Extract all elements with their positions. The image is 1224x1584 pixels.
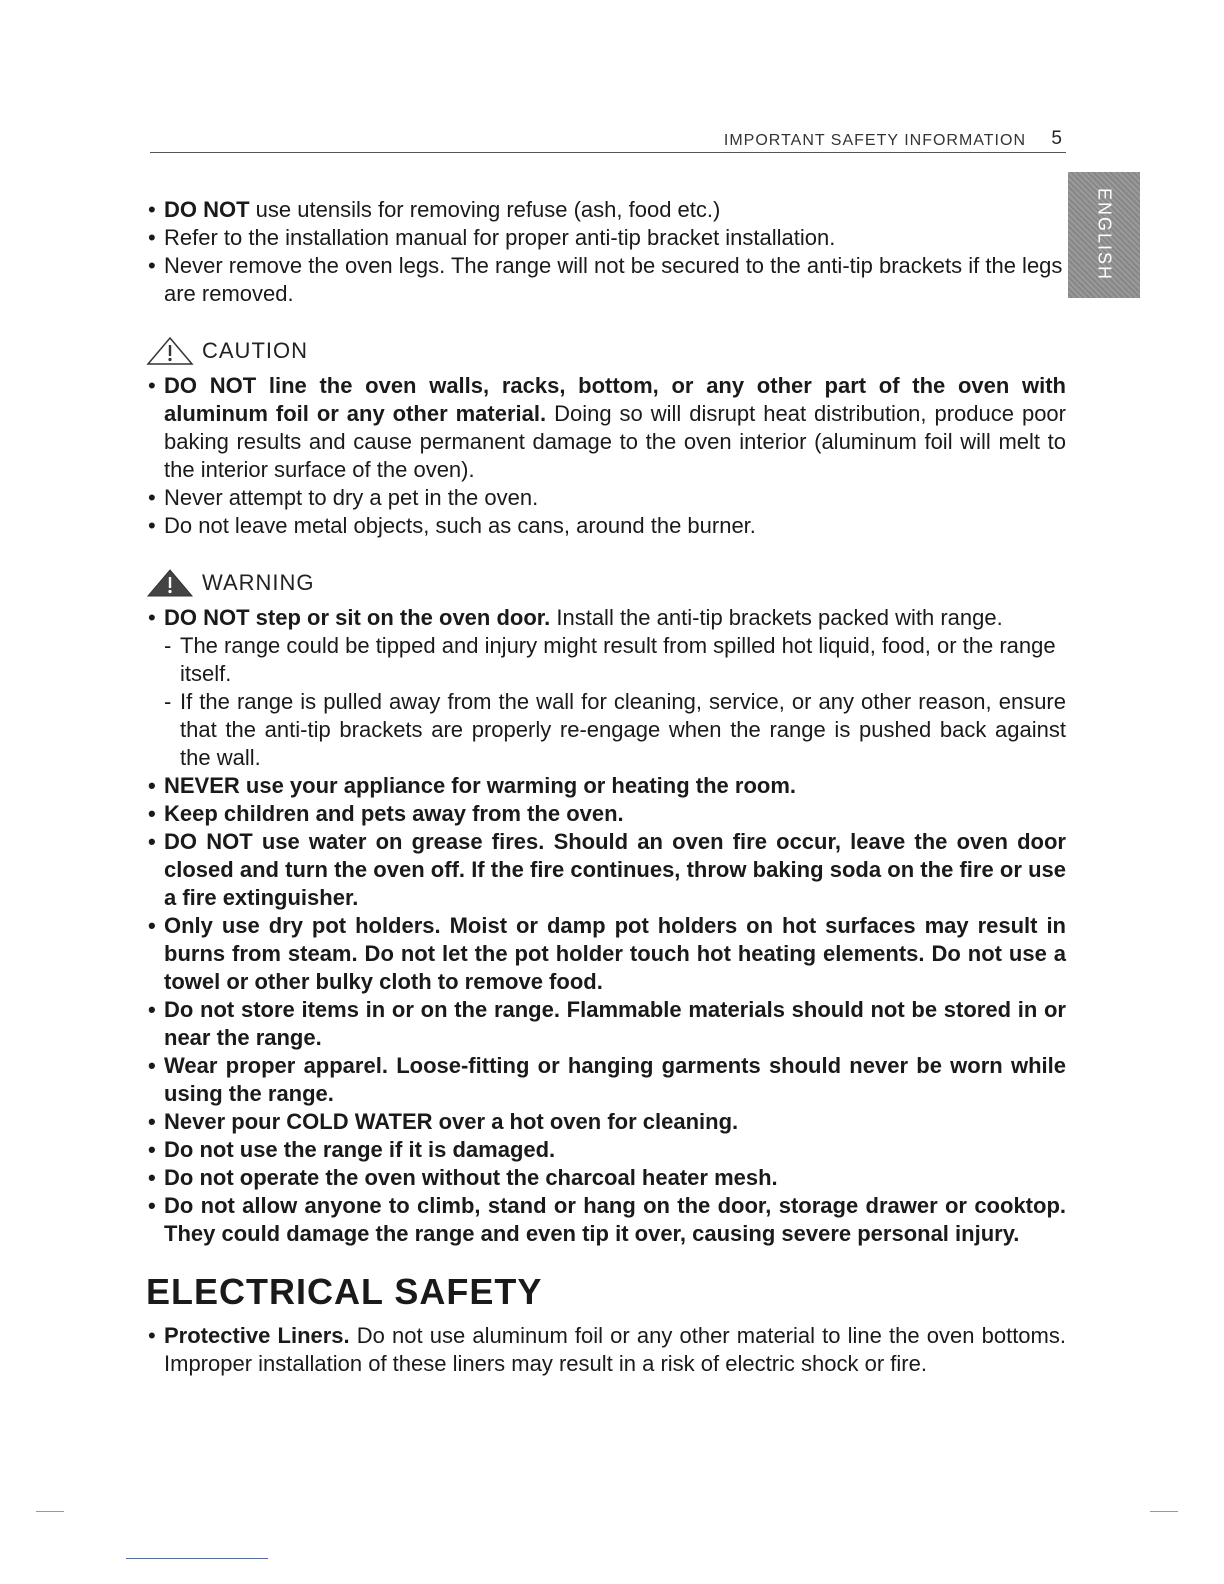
bullet: • [148,913,156,938]
warning-label: WARNING [202,570,315,595]
sub-item-text: If the range is pulled away from the wall for cleaning, service, or any other reason, ensure that the anti-tip brackets are properly re-engage when the range is pushed back against the wall. [180,689,1066,770]
bullet: • [148,373,156,398]
list-item [146,800,1066,828]
bullet: • [148,801,156,826]
footer-rule [36,1511,64,1512]
list-item [146,772,1066,800]
caution-heading [146,336,1066,366]
bullet: • [148,225,156,250]
warning-triangle-icon [146,568,194,598]
item-text: Do not store items in or on the range. Flammable materials should not be stored in or near the range. [164,997,1066,1050]
sub-item [146,632,1066,688]
caution-label: CAUTION [202,338,308,363]
list-item [146,1322,1066,1378]
language-tab [1068,172,1140,298]
page-header [150,128,1066,153]
item-text: Never pour COLD WATER over a hot oven for cleaning. [164,1109,739,1134]
page-content [146,196,1066,1378]
list-item [146,1108,1066,1136]
item-text: Never remove the oven legs. The range will not be secured to the anti-tip brackets if the legs are removed. [164,253,1063,306]
top-list [146,196,1066,308]
item-text: Never attempt to dry a pet in the oven. [164,485,539,510]
list-item [146,828,1066,912]
caution-triangle-icon [146,336,194,366]
item-text: Only use dry pot holders. Moist or damp pot holders on hot surfaces may result in burns from steam. Do not let the pot holder touch hot heating elements. Do not use a towel or other bulky cloth to remove food. [164,913,1066,994]
list-item [146,252,1066,308]
list-item [146,1192,1066,1248]
bullet: • [148,485,156,510]
bullet: • [148,605,156,630]
item-text: Do not use the range if it is damaged. [164,1137,556,1162]
item-text: Do not allow anyone to climb, stand or hang on the door, storage drawer or cooktop. They could damage the range and even tip it over, causing severe personal injury. [164,1193,1066,1246]
list-item [146,224,1066,252]
item-text: Refer to the installation manual for proper anti-tip bracket installation. [164,225,836,250]
item-bold: DO NOT [164,197,250,222]
list-item [146,1052,1066,1108]
dash: - [164,633,172,658]
list-item [146,372,1066,484]
section-title: ELECTRICAL SAFETY [146,1271,543,1312]
item-text: Do not use aluminum foil or any other material to line the oven bottoms. Improper installation of these liners may result in a risk of electric shock or fire. [164,1323,1066,1376]
item-text: Do not operate the oven without the charcoal heater mesh. [164,1165,778,1190]
language-tab-label: ENGLISH [1094,188,1115,282]
list-item [146,512,1066,540]
item-text: Doing so will disrupt heat distribution, produce poor baking results and cause permanent damage to the oven interior (aluminum foil will melt to the interior surface of the oven). [164,401,1066,482]
bullet: • [148,513,156,538]
item-bold: DO NOT step or sit on the oven door. [164,605,551,630]
warning-list [146,604,1066,1248]
bullet: • [148,1165,156,1190]
list-item [146,196,1066,224]
item-text: Wear proper apparel. Loose-fitting or hanging garments should never be worn while using the range. [164,1053,1066,1106]
list-item [146,484,1066,512]
item-text: Install the anti-tip brackets packed with range. [550,605,1003,630]
item-bold: Protective Liners. [164,1323,350,1348]
footer-link-underline [126,1558,268,1559]
bullet: • [148,829,156,854]
dash: - [164,689,172,714]
bullet: • [148,1323,156,1348]
list-item [146,1164,1066,1192]
list-item [146,912,1066,996]
page-number: 5 [1051,128,1062,149]
item-text: use utensils for removing refuse (ash, food etc.) [249,197,721,222]
sub-item-text: The range could be tipped and injury might result from spilled hot liquid, food, or the range itself. [180,633,1056,686]
sub-item [146,688,1066,772]
item-text: Do not leave metal objects, such as cans, around the burner. [164,513,756,538]
list-item [146,604,1066,632]
item-text: DO NOT use water on grease fires. Should an oven fire occur, leave the oven door closed and turn the oven off. If the fire continues, throw baking soda on the fire or use a fire extinguisher. [164,829,1066,910]
warning-heading [146,568,1066,598]
bullet: • [148,197,156,222]
item-text: NEVER use your appliance for warming or heating the room. [164,773,796,798]
bullet: • [148,1053,156,1078]
bullet: • [148,1109,156,1134]
bullet: • [148,773,156,798]
bullet: • [148,253,156,278]
item-bold: DO NOT line the oven walls, racks, bottom, or any other part of the oven with aluminum foil or any other material. [164,373,1066,426]
header-title: IMPORTANT SAFETY INFORMATION [723,132,1026,149]
electrical-list [146,1322,1066,1378]
list-item [146,996,1066,1052]
bullet: • [148,997,156,1022]
list-item [146,1136,1066,1164]
footer-rule [1150,1511,1178,1512]
bullet: • [148,1137,156,1162]
bullet: • [148,1193,156,1218]
caution-list [146,372,1066,540]
item-text: Keep children and pets away from the oven. [164,801,624,826]
